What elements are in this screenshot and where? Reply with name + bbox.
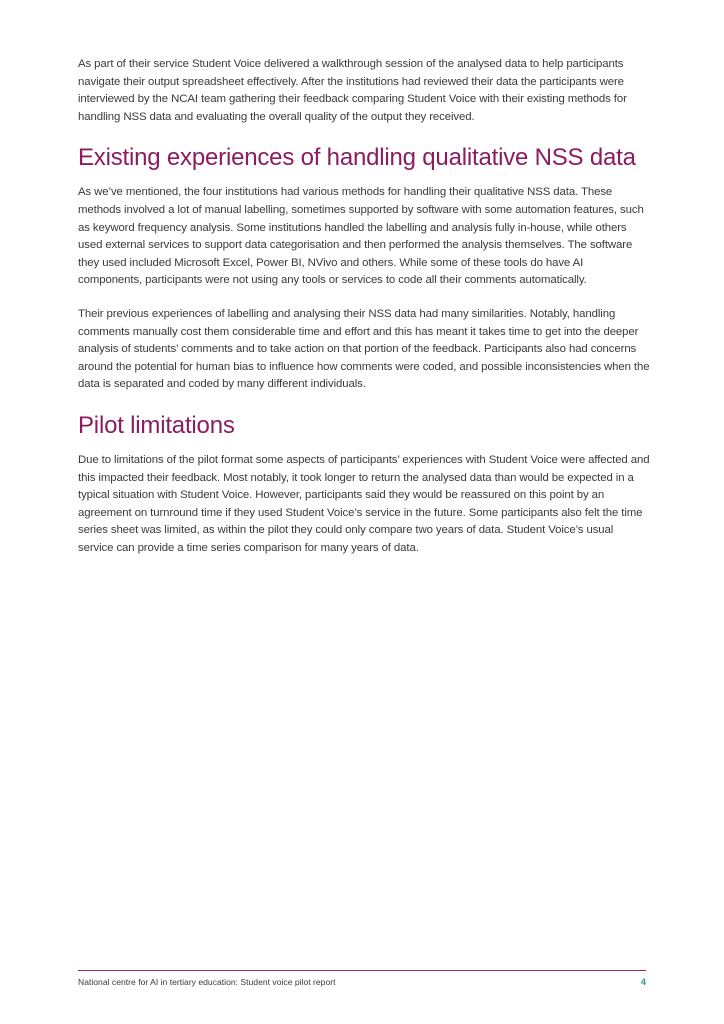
page-number: 4 xyxy=(640,977,646,988)
footer-report-title: National centre for AI in tertiary education: Student voice pilot report xyxy=(78,977,336,987)
pilot-limitations-paragraph: Due to limitations of the pilot format some aspects of participants’ experiences with Student Voice were affected and this impacted their feedback. Most notably, it took longer to return the analysed data than would be expected in a typical situation with Student Voice. However, participants said they would be reassured on this point by an agreement on turnround time if they used Student Voice’s service in the future. Some participants also felt the time series sheet was limited, as within the pilot they could only compare two years of data. Student Voice’s usual service can provide a time series comparison for many years of data. xyxy=(78,453,650,554)
existing-experiences-paragraph-2: Their previous experiences of labelling and analysing their NSS data had many similarities. Notably, handling comments manually cost them considerable time and effort and this has meant it takes time to get into the deeper analysis of students’ comments and to take action on that portion of the feedback. Participants also had concerns around the potential for human bias to influence how comments were coded, and possible inconsistencies when the data is separated and coded by many different individuals. xyxy=(78,307,650,391)
existing-experiences-paragraph-1: As we’ve mentioned, the four institutions had various methods for handling their qualitative NSS data. These methods involved a lot of manual labelling, sometimes supported by software with some automation features, such as keyword frequency analysis. Some institutions handled the labelling and analysis fully in-house, while others used external services to support data categorisation and then performed the analysis themselves. The software they used included Microsoft Excel, Power BI, NVivo and others. While some of these tools do have AI components, participants were not using any tools or services to code all their comments automatically. xyxy=(78,186,644,287)
section-heading-existing-experiences: Existing experiences of handling qualitative NSS data xyxy=(78,144,636,172)
page-footer xyxy=(78,970,646,988)
section-heading-pilot-limitations: Pilot limitations xyxy=(78,411,235,439)
page-content xyxy=(78,56,650,557)
intro-paragraph: As part of their service Student Voice delivered a walkthrough session of the analysed data to help participants navigate their output spreadsheet effectively. After the institutions had reviewed their data the participants were interviewed by the NCAI team gathering their feedback comparing Student Voice with their existing methods for handling NSS data and evaluating the overall quality of the output they received. xyxy=(78,58,627,123)
